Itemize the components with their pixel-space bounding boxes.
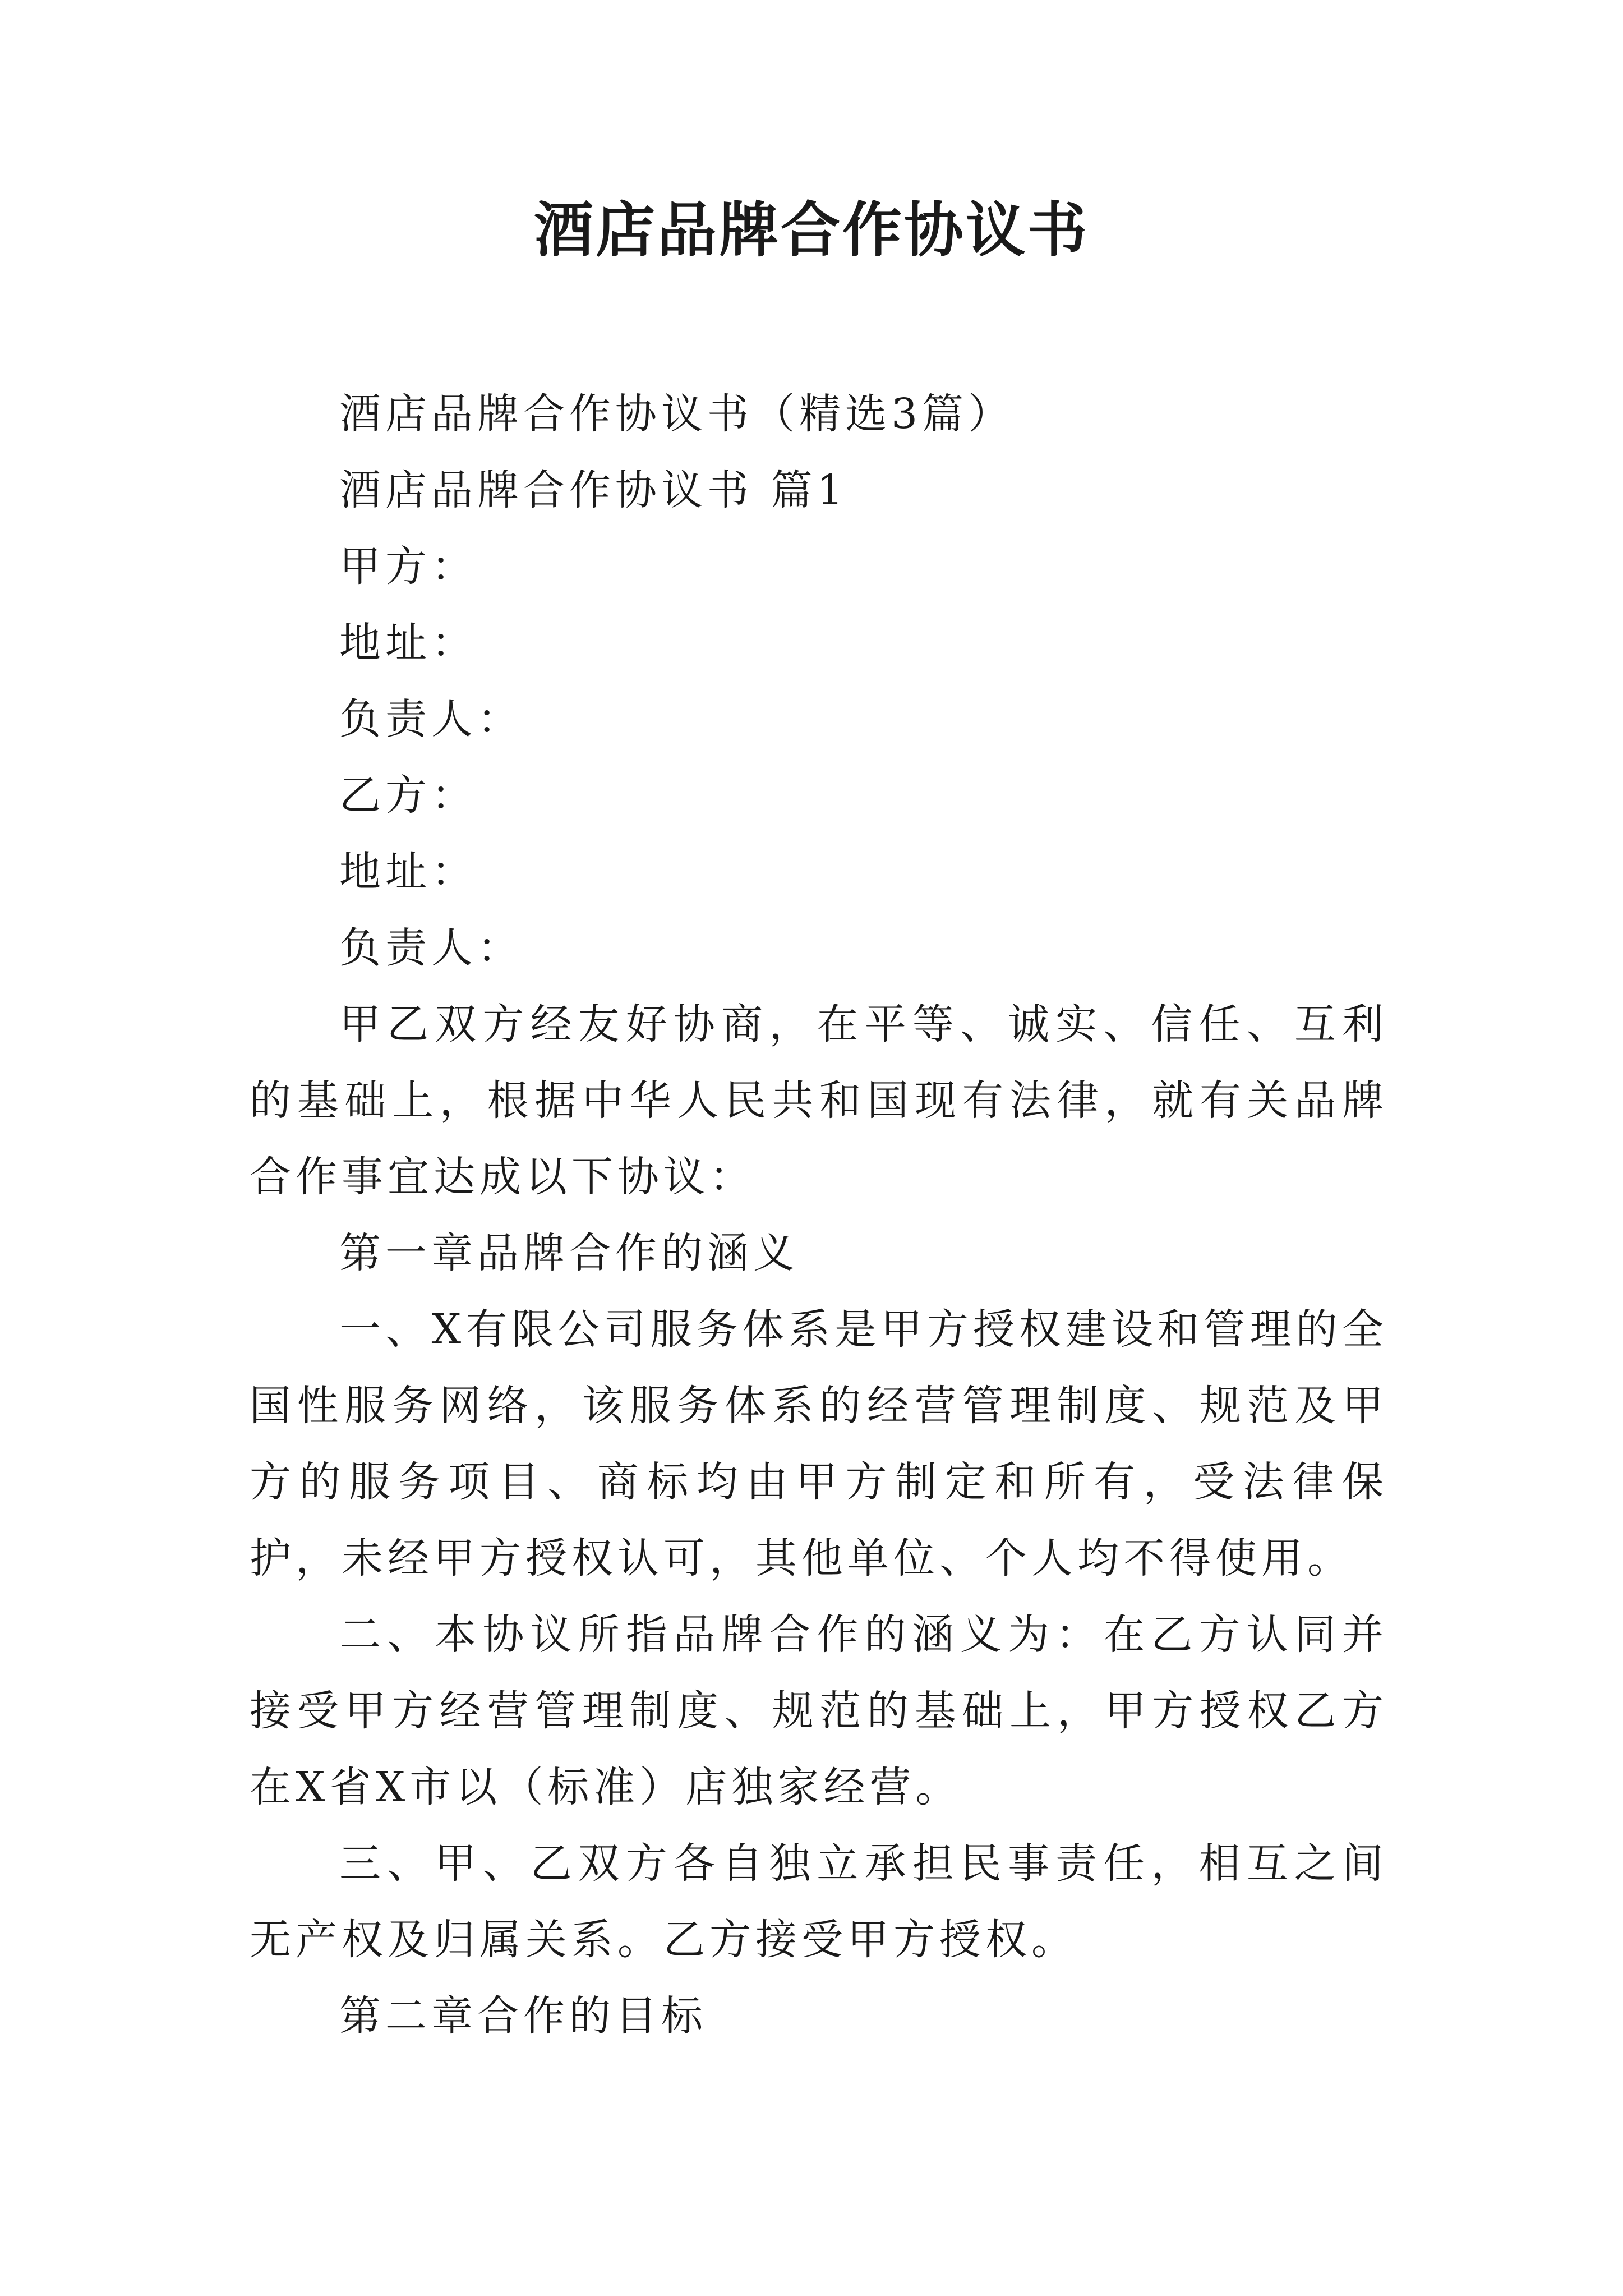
- clause-3-paragraph: 三、甲、乙双方各自独立承担民事责任，相互之间无产权及归属关系。乙方接受甲方授权。: [250, 1839, 1388, 1964]
- section-heading-part1: 酒店品牌合作协议书 篇1: [339, 466, 848, 514]
- party-a-address-label: 地址：: [339, 619, 477, 667]
- chapter-1-heading: 第一章品牌合作的涵义: [339, 1229, 799, 1277]
- document-title: 酒店品牌合作协议书: [534, 195, 1089, 265]
- party-a-label: 甲方：: [339, 542, 477, 591]
- chapter-2-heading: 第二章合作的目标: [339, 1992, 707, 2040]
- subtitle-selection: 酒店品牌合作协议书（精选3篇）: [339, 390, 1015, 438]
- party-b-representative-label: 负责人：: [339, 924, 523, 972]
- clause-2-paragraph: 二、本协议所指品牌合作的涵义为：在乙方认同并接受甲方经营管理制度、规范的基础上，甲方授权乙方在X省X市以（标准）店独家经营。: [250, 1611, 1388, 1811]
- document-body: [250, 376, 1388, 2054]
- party-a-representative-label: 负责人：: [339, 695, 523, 743]
- party-b-label: 乙方：: [339, 771, 477, 820]
- clause-1-paragraph: 一、X有限公司服务体系是甲方授权建设和管理的全国性服务网络，该服务体系的经营管理制度、规范及甲方的服务项目、商标均由甲方制定和所有，受法律保护，未经甲方授权认可，其他单位、个人均不得使用。: [250, 1305, 1388, 1582]
- party-b-address-label: 地址：: [339, 848, 477, 896]
- preamble-paragraph: 甲乙双方经友好协商，在平等、诚实、信任、互利的基础上，根据中华人民共和国现有法律，就有关品牌合作事宜达成以下协议：: [250, 1000, 1388, 1201]
